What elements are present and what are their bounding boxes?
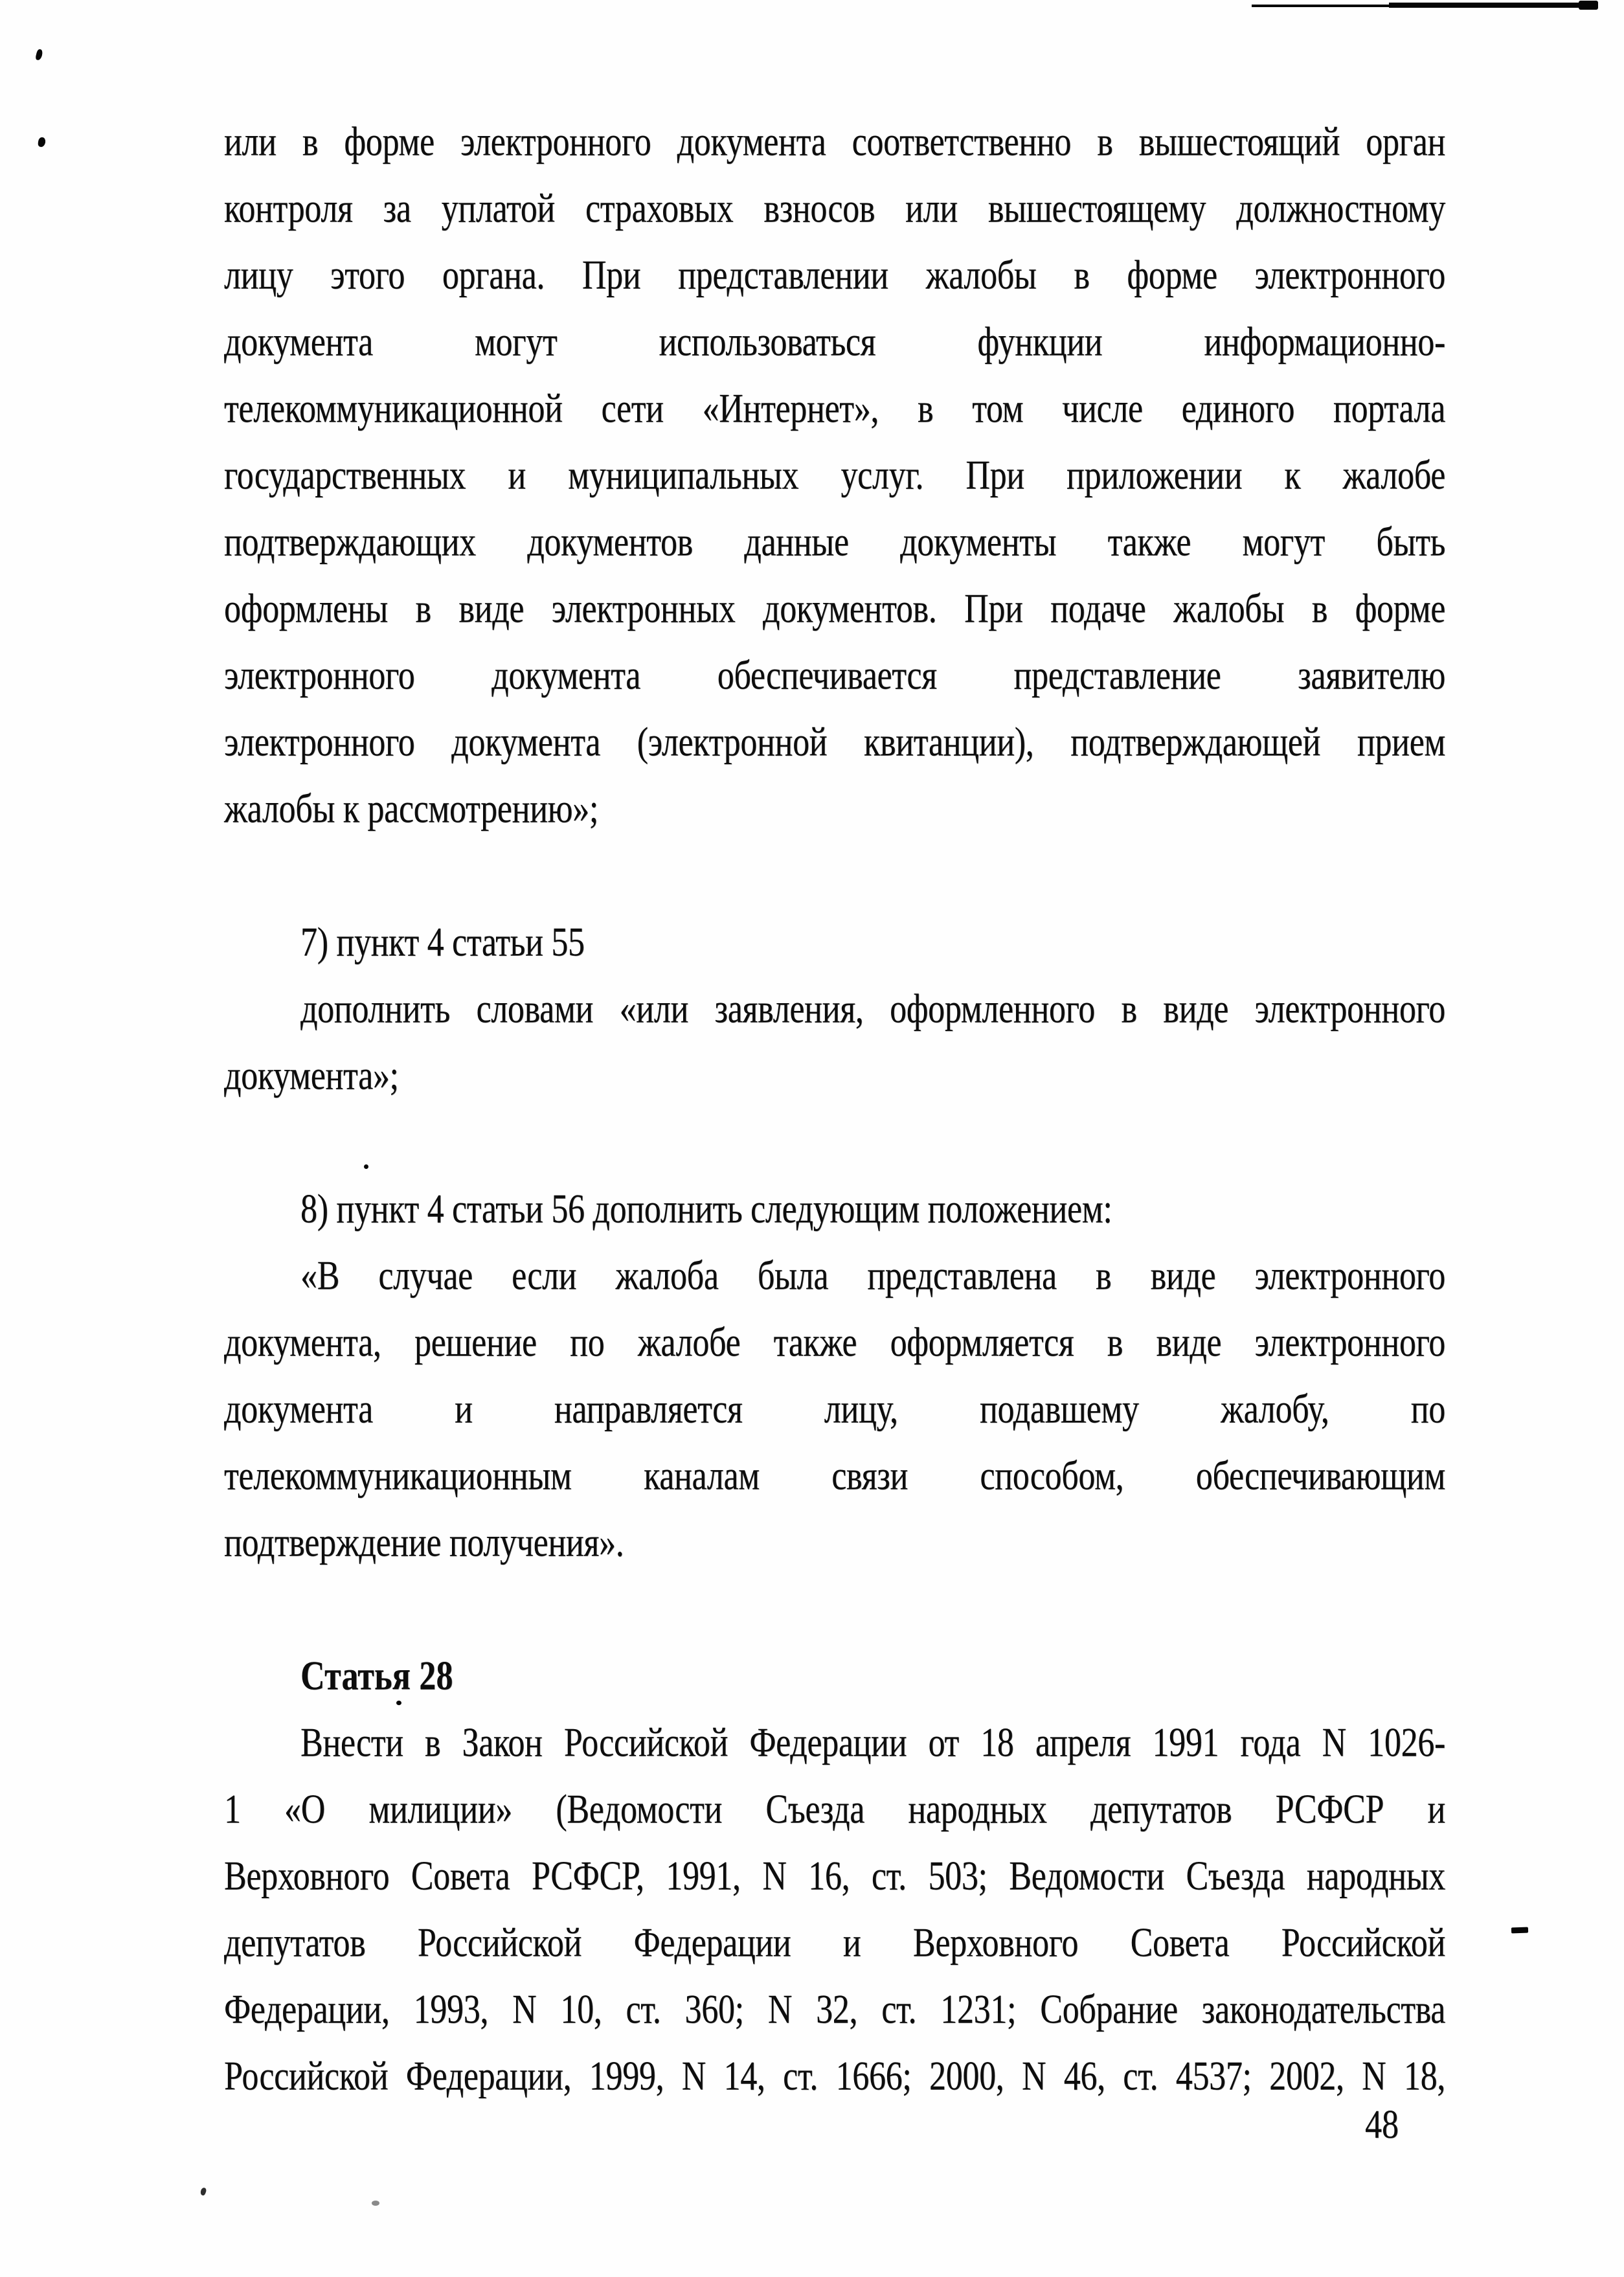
paragraph-item-8-quote (224, 1243, 1445, 1576)
blank-line (224, 1576, 1445, 1643)
page-number: 48 (1365, 2103, 1399, 2147)
paragraph-item-7 (224, 909, 1445, 976)
text-line: депутатов Российской Федерации и Верховного Совета Российской (224, 1920, 1445, 1966)
text-line: телекоммуникационным каналам связи способом, обеспечивающим (224, 1453, 1445, 1499)
text-line: контроля за уплатой страховых взносов или вышестоящему должностному (224, 186, 1445, 232)
text-line: 1 «О милиции» (Ведомости Съезда народных депутатов РСФСР и (224, 1787, 1445, 1833)
text-line: документа могут использоваться функции информационно- (224, 319, 1445, 365)
text-line: подтверждение получения». (224, 1520, 624, 1566)
text-line: документа»; (224, 1053, 399, 1099)
text-line: электронного документа (электронной квитанции), подтверждающей прием (224, 719, 1445, 765)
text-line: Федерации, 1993, N 10, ст. 360; N 32, ст. 1231; Собрание законодательства (224, 1987, 1445, 2033)
text-line: телекоммуникационной сети «Интернет», в том числе единого портала (224, 386, 1445, 432)
text-line: государственных и муниципальных услуг. При приложении к жалобе (224, 453, 1445, 499)
margin-dash-artifact (1511, 1927, 1528, 1934)
text-line: электронного документа обеспечивается представление заявителю (224, 653, 1445, 699)
text-line: документа, решение по жалобе также оформляется в виде электронного (224, 1320, 1445, 1366)
article-heading-line: Статья 28 (300, 1653, 453, 1699)
paragraph-item-8 (224, 1176, 1445, 1243)
text-line: 7) пункт 4 статьи 55 (300, 920, 585, 966)
text-line: Внести в Закон Российской Федерации от 18 апреля 1991 года N 1026- (300, 1720, 1445, 1766)
scanner-edge-line-end-blob (1579, 1, 1598, 10)
paragraph-item-7-amendment (224, 976, 1445, 1109)
ink-speck (35, 49, 43, 61)
text-line: или в форме электронного документа соответственно в вышестоящий орган (224, 119, 1445, 165)
text-line: дополнить словами «или заявления, оформленного в виде электронного (300, 986, 1445, 1032)
document-text-block (224, 109, 1445, 2110)
text-line: «В случае если жалоба была представлена в виде электронного (300, 1253, 1445, 1299)
text-line: оформлены в виде электронных документов. При подаче жалобы в форме (224, 586, 1445, 632)
paragraph-continuation (224, 109, 1445, 843)
text-line: лицу этого органа. При представлении жалобы в форме электронного (224, 253, 1445, 299)
ink-speck (372, 2201, 379, 2206)
text-line: подтверждающих документов данные документы также могут быть (224, 519, 1445, 565)
text-line: документа и направляется лицу, подавшему жалобу, по (224, 1387, 1445, 1433)
blank-line (224, 1109, 1445, 1176)
text-line: Российской Федерации, 1999, N 14, ст. 1666; 2000, N 46, ст. 4537; 2002, N 18, (224, 2054, 1445, 2100)
paragraph-article-28-body (224, 1710, 1445, 2110)
text-line: жалобы к рассмотрению»; (224, 786, 599, 832)
blank-line (224, 843, 1445, 909)
ink-speck (199, 2187, 207, 2196)
text-line: 8) пункт 4 статьи 56 дополнить следующим положением: (300, 1186, 1112, 1232)
article-28-heading (224, 1643, 1445, 1710)
ink-speck (38, 137, 46, 147)
text-line: Верховного Совета РСФСР, 1991, N 16, ст. 503; Ведомости Съезда народных (224, 1853, 1445, 1899)
scanner-edge-line-artifact-thick (1389, 3, 1597, 8)
